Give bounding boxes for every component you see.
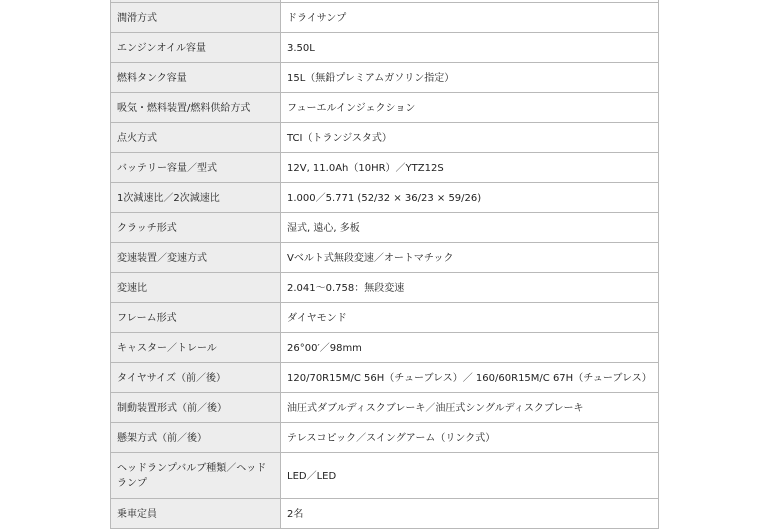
table-row (111, 213, 659, 243)
spec-label: 点火方式 (111, 123, 281, 153)
spec-value: 湿式, 遠心, 多板 (281, 213, 659, 243)
table-row (111, 363, 659, 393)
spec-value: TCI（トランジスタ式） (281, 123, 659, 153)
table-row (111, 423, 659, 453)
spec-label: 懸架方式（前／後） (111, 423, 281, 453)
table-row (111, 243, 659, 273)
spec-label: ヘッドランプバルブ種類／ヘッドランプ (111, 453, 281, 499)
spec-value: ダイヤモンド (281, 303, 659, 333)
table-row (111, 333, 659, 363)
spec-label: バッテリー容量／型式 (111, 153, 281, 183)
table-row (111, 393, 659, 423)
spec-value: フューエルインジェクション (281, 93, 659, 123)
table-row (111, 93, 659, 123)
table-row (111, 303, 659, 333)
table-row (111, 153, 659, 183)
spec-value: ドライサンプ (281, 3, 659, 33)
spec-label: フレーム形式 (111, 303, 281, 333)
table-row (111, 3, 659, 33)
spec-label: 変速装置／変速方式 (111, 243, 281, 273)
table-row (111, 33, 659, 63)
spec-value: 120/70R15M/C 56H（チューブレス）／ 160/60R15M/C 67H（チューブレス） (281, 363, 659, 393)
spec-value: 1.000／5.771 (52/32 × 36/23 × 59/26) (281, 183, 659, 213)
spec-value: 15L（無鉛プレミアムガソリン指定） (281, 63, 659, 93)
spec-label: クラッチ形式 (111, 213, 281, 243)
spec-label: タイヤサイズ（前／後） (111, 363, 281, 393)
spec-label: 制動装置形式（前／後） (111, 393, 281, 423)
spec-label: 燃料タンク容量 (111, 63, 281, 93)
table-row (111, 123, 659, 153)
spec-label: キャスター／トレール (111, 333, 281, 363)
spec-value: 2名 (281, 499, 659, 529)
spec-value: 26°00′／98mm (281, 333, 659, 363)
spec-value: 12V, 11.0Ah（10HR）／YTZ12S (281, 153, 659, 183)
spec-label: 乗車定員 (111, 499, 281, 529)
spec-table (110, 0, 659, 529)
spec-label: 吸気・燃料装置/燃料供給方式 (111, 93, 281, 123)
spec-label: 1次減速比／2次減速比 (111, 183, 281, 213)
table-row (111, 453, 659, 499)
spec-value: テレスコピック／スイングアーム（リンク式） (281, 423, 659, 453)
spec-label: 変速比 (111, 273, 281, 303)
spec-value: LED／LED (281, 453, 659, 499)
table-row (111, 273, 659, 303)
spec-value: Vベルト式無段変速／オートマチック (281, 243, 659, 273)
spec-value: 2.041～0.758：無段変速 (281, 273, 659, 303)
table-row (111, 63, 659, 93)
spec-label: 潤滑方式 (111, 3, 281, 33)
table-row (111, 499, 659, 529)
spec-value: 3.50L (281, 33, 659, 63)
spec-value: 油圧式ダブルディスクブレーキ／油圧式シングルディスクブレーキ (281, 393, 659, 423)
table-row (111, 183, 659, 213)
spec-label: エンジンオイル容量 (111, 33, 281, 63)
